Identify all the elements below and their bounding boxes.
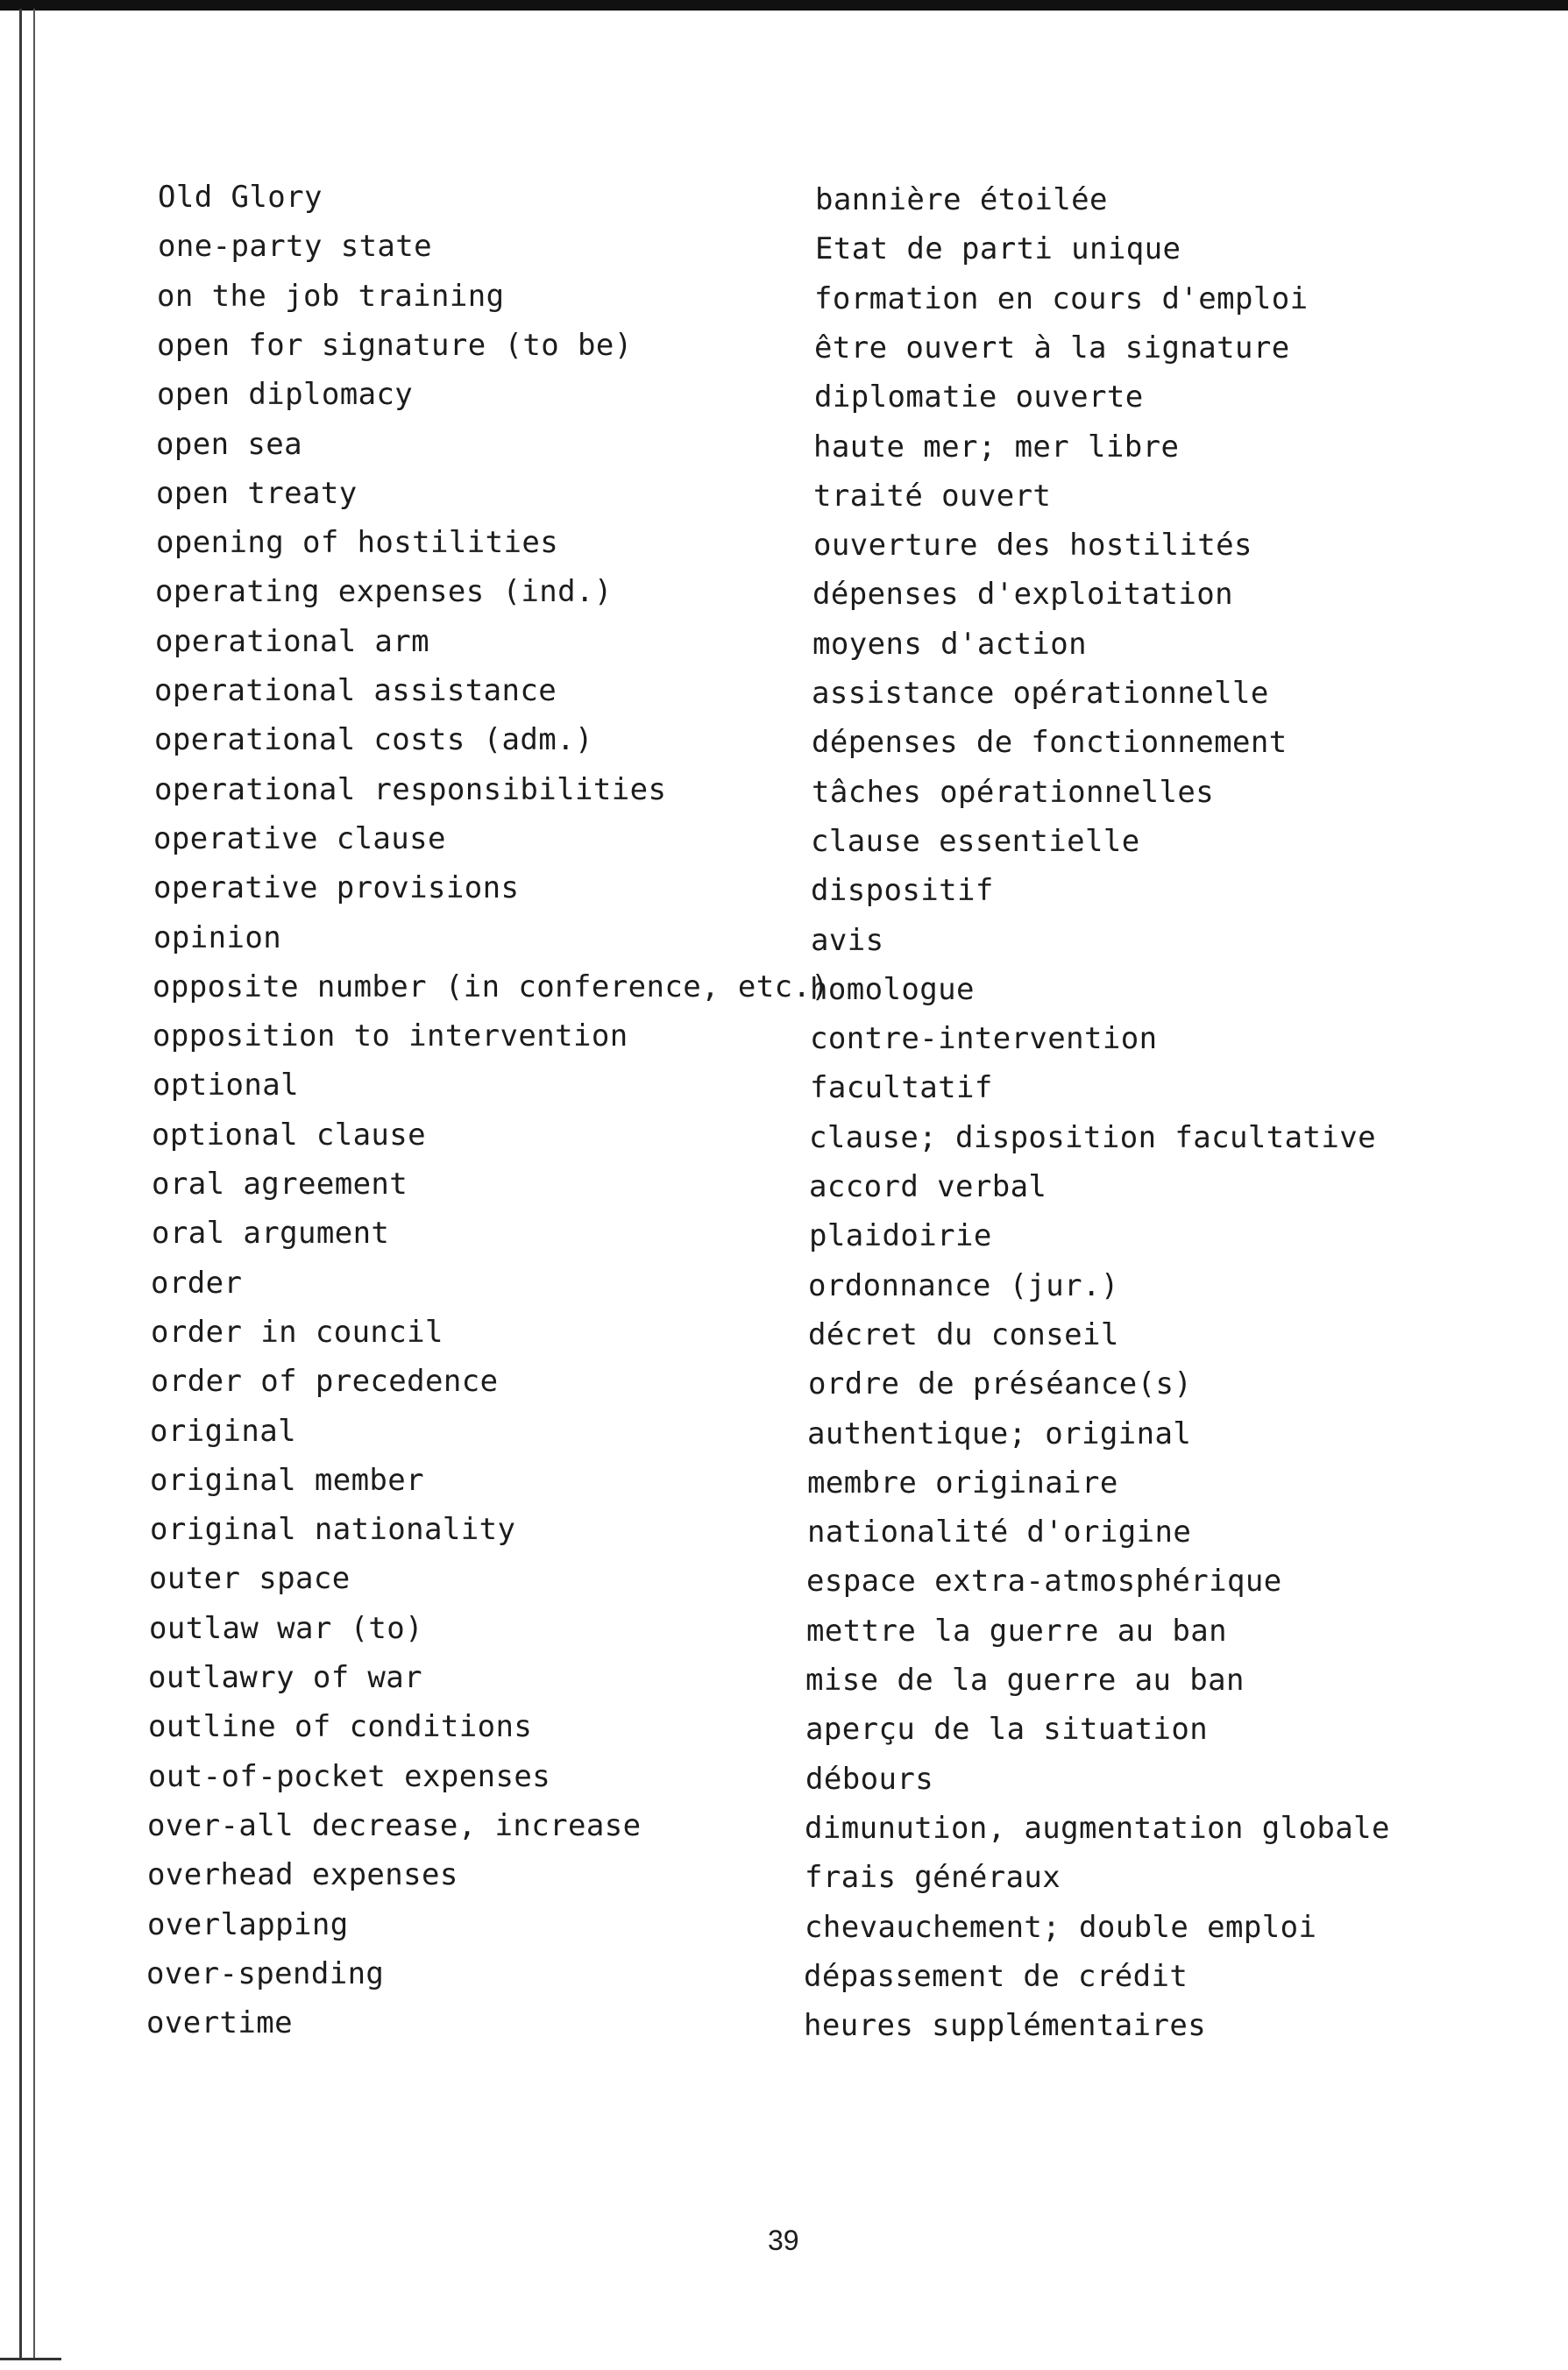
glossary-translation: haute mer; mer libre (813, 429, 1180, 465)
glossary-translation: accord verbal (809, 1169, 1047, 1204)
glossary-translation: chevauchement; double emploi (805, 1910, 1317, 1945)
glossary-translation: diplomatie ouverte (814, 380, 1144, 415)
glossary-translation: authentique; original (807, 1416, 1192, 1451)
glossary-term: oral argument (152, 1216, 390, 1251)
glossary-term: over-spending (146, 1956, 385, 1991)
glossary-translation: aperçu de la situation (805, 1712, 1209, 1747)
glossary-term: operational costs (adm.) (154, 722, 593, 757)
glossary-term: original (150, 1414, 296, 1449)
glossary-translation: traité ouvert (813, 479, 1052, 514)
glossary-term: one-party state (158, 229, 433, 264)
glossary-term: out-of-pocket expenses (148, 1759, 551, 1794)
glossary-translation: avis (811, 923, 884, 958)
glossary-term: over-all decrease, increase (147, 1808, 642, 1843)
page-number: 39 (768, 2225, 799, 2256)
glossary-term: operative provisions (153, 870, 520, 905)
glossary-term: order in council (151, 1315, 443, 1350)
glossary-translation: dimunution, augmentation globale (805, 1811, 1390, 1846)
glossary-term: overlapping (147, 1907, 349, 1942)
glossary-translation: Etat de parti unique (815, 231, 1181, 266)
glossary-term: opening of hostilities (156, 525, 559, 560)
glossary-translation: facultatif (810, 1070, 993, 1105)
glossary-translation: ordonnance (jur.) (808, 1268, 1119, 1303)
glossary-translation: frais généraux (805, 1860, 1061, 1895)
glossary-term: operational arm (155, 624, 430, 659)
glossary-term: Old Glory (158, 180, 323, 215)
glossary-translation: dispositif (811, 873, 994, 908)
glossary-term: operative clause (153, 821, 446, 856)
glossary-term: outlaw war (to) (149, 1611, 424, 1646)
glossary-translation: dépassement de crédit (804, 1959, 1188, 1994)
glossary-translation: clause essentielle (811, 824, 1140, 859)
glossary-translation: mise de la guerre au ban (805, 1663, 1245, 1698)
glossary-term: open diplomacy (157, 377, 414, 412)
glossary-term: operating expenses (ind.) (155, 574, 613, 609)
glossary-translation: assistance opérationnelle (812, 676, 1269, 711)
glossary-translation: moyens d'action (812, 627, 1088, 662)
glossary-translation: bannière étoilée (815, 182, 1108, 217)
glossary-translation: membre originaire (807, 1465, 1118, 1501)
glossary-translation: être ouvert à la signature (814, 330, 1290, 365)
glossary-translation: espace extra-atmosphérique (806, 1564, 1282, 1599)
glossary-translation: dépenses de fonctionnement (812, 725, 1288, 760)
glossary-translation: décret du conseil (808, 1317, 1119, 1352)
glossary-term: opposition to intervention (153, 1018, 628, 1054)
glossary-term: on the job training (157, 279, 505, 314)
glossary-translation: contre-intervention (810, 1021, 1158, 1056)
glossary-translation: mettre la guerre au ban (806, 1614, 1228, 1649)
glossary-translation: formation en cours d'emploi (814, 281, 1309, 316)
glossary-term: open treaty (156, 476, 358, 511)
glossary-translation: nationalité d'origine (807, 1515, 1192, 1550)
glossary-translation: clause; disposition facultative (809, 1120, 1376, 1155)
glossary-translation: plaidoirie (809, 1218, 992, 1253)
glossary-term: optional clause (152, 1118, 427, 1153)
glossary-translation: heures supplémentaires (804, 2008, 1207, 2043)
glossary-translation: débours (805, 1762, 934, 1797)
glossary-term: operational assistance (154, 673, 557, 708)
glossary-term: outlawry of war (148, 1660, 423, 1695)
glossary-translation: dépenses d'exploitation (812, 577, 1234, 612)
glossary-term: oral agreement (152, 1167, 408, 1202)
glossary-term: opposite number (in conference, etc.) (153, 969, 830, 1004)
glossary-term: open sea (156, 427, 302, 462)
glossary-term: order (151, 1266, 243, 1301)
glossary-translation: tâches opérationnelles (812, 775, 1215, 810)
glossary-term: opinion (153, 920, 282, 955)
glossary-term: operational responsibilities (154, 772, 667, 807)
glossary-term: original member (150, 1463, 425, 1498)
glossary-translation: ouverture des hostilités (813, 528, 1252, 563)
glossary-term: outer space (149, 1561, 351, 1596)
glossary-term: optional (153, 1068, 299, 1103)
glossary-term: order of precedence (151, 1364, 499, 1399)
glossary-term: original nationality (150, 1512, 516, 1547)
glossary-term: outline of conditions (148, 1709, 533, 1744)
glossary-term: overhead expenses (147, 1857, 458, 1892)
glossary-term: overtime (146, 2005, 293, 2040)
glossary-translation: ordre de préséance(s) (808, 1366, 1193, 1401)
glossary-term: open for signature (to be) (157, 328, 633, 363)
glossary-translation: homologue (810, 972, 975, 1007)
